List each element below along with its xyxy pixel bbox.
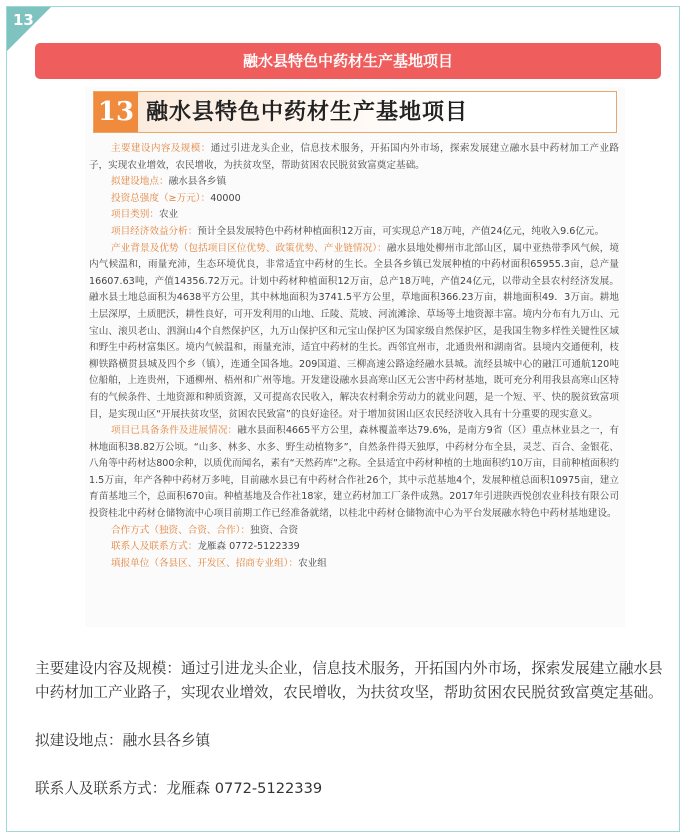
invest-label: 投资总强度（≥万元）： (111, 192, 211, 204)
background-label: 产业背景及优势（包括项目区位优势、政策优势、产业链情况）： (111, 242, 387, 254)
unit-item (89, 556, 619, 573)
scan-number: 13 (94, 92, 138, 132)
scan-header (93, 91, 617, 133)
background-text: 融水县地处柳州市北部山区，属中亚热带季风气候，境内气候温和，雨量充沛，生态环境优良，非常适宜中药材的生长。全县各乡镇已发展种植的中药材面积65955.3亩，总产量16607.63吨，产值14356.72万元。计划中药材种植面积12万亩，总产18万吨，产值24亿元，以带动全县农村经济发展。融水县土地总面积为4638平方公里，其中林地面积为3741.5平方公里，草地面积366.23万亩，耕地面积49．3万亩。耕地土层深厚，土质肥沃，耕性良好，可开发利用的山地、丘陵、荒坡、河流滩涂、草场等土地资源丰富。境内分布有九万山、元宝山、滚贝老山、泗涧山4个自然保护区，九万山保护区和元宝山保护区为国家级自然保护区，是我国生物多样性关键性区域和野生中药材富集区。境内气候温和，雨量充沛，适宜中药材的生长。西邻宜州市，北通贵州和湖南省。县境内交通便利，枝柳铁路横贯县城及四个乡（镇），连通全国各地。209国道、三柳高速公路途经融水县城。流经县城中心的融江可通航120吨位船舶，上连贵州，下通柳州、梧州和广州等地。开发建设融水县高寒山区无公害中药材基地，既可充分利用我县高寒山区特有的气候条件、土地资源和种质资源，又可提高农民收入，解决农村剩余劳动力的就业问题，是一个短、平、快的脱贫致富项目，是实现山区“开展扶贫攻坚，贫困农民致富”的良好途径。对于增加贫困山区农民经济收入具有十分重要的现实意义。 (89, 242, 620, 420)
contact-item (89, 539, 619, 556)
benefit-item (89, 224, 619, 241)
category-label: 项目类别： (111, 209, 159, 221)
benefit-text: 预计全县发展特色中药材种植面积12万亩，可实现总产18万吨，产值24亿元，纯收入9.6亿元。 (197, 225, 605, 237)
article-frame (6, 6, 680, 832)
body-paragraph-contact: 联系人及联系方式：龙雁森 0772-5122339 (35, 780, 323, 797)
invest-text: 40000 (210, 192, 241, 204)
benefit-label: 项目经济效益分析： (111, 225, 198, 237)
invest-item (89, 191, 619, 208)
content-item (89, 141, 619, 174)
content-label: 主要建设内容及规模： (111, 143, 211, 154)
location-item (89, 174, 619, 191)
content-text: 通过引进龙头企业，信息技术服务，开拓国内外市场，探索发展建立融水县中药材加工产业路子，实现农业增效，农民增收，为扶贫攻坚，帮助贫困农民脱贫致富奠定基础。 (89, 143, 620, 171)
category-item (89, 207, 619, 224)
location-text: 融水县各乡镇 (168, 176, 227, 188)
body-paragraph-location: 拟建设地点：融水县各乡镇 (35, 732, 211, 749)
conditions-text: 融水县面积4665平方公里，森林覆盖率达79.6%，是南方9省（区）重点林业县之一，有林地面积38.82万公顷。“山多、林多、水多、野生动植物多”，自然条件得天独厚，中药材分布全县，灵芝、百合、金银花、八角等中药材达800余种，以质优而闻名，素有“天然药库”之称。全县适宜中药材种植的土地面积约10万亩，目前种植面积约1.5万亩，年产各种中药材万多吨，目前融水县已有中药材合作社26个，其中示范基地4个，发展种植总面积10975亩，建立育苗基地三个，总面积670亩。种植基地及合作社18家，建立药材加工厂条件成熟。2017年引进陕西悦创农业科技有限公司投资桂北中药材仓储物流中心项目前期工作已经准备就绪，以桂北中药材仓储物流中心为平台发展融水特色中药材基地建设。 (89, 425, 620, 520)
document-scan (85, 87, 625, 627)
contact-label: 联系人及联系方式： (111, 541, 198, 553)
banner-title: 融水县特色中药材生产基地项目 (35, 43, 661, 79)
coop-label: 合作方式（独资、合资、合作）： (111, 524, 251, 536)
location-label: 拟建设地点： (111, 176, 169, 188)
conditions-item (89, 423, 619, 523)
unit-text: 农业组 (298, 557, 327, 569)
article-body (35, 657, 665, 801)
corner-number: 13 (13, 11, 34, 29)
coop-item (89, 523, 619, 540)
contact-text: 龙雁森 0772-5122339 (197, 541, 300, 553)
conditions-label: 项目已具备条件及进展情况： (111, 425, 238, 437)
body-paragraph-content: 主要建设内容及规模：通过引进龙头企业，信息技术服务，开拓国内外市场，探索发展建立融水县中药材加工产业路子，实现农业增效，农民增收，为扶贫攻坚，帮助贫困农民脱贫致富奠定基础。 (35, 660, 663, 701)
background-item (89, 241, 619, 424)
category-text: 农业 (158, 209, 179, 221)
coop-text: 独资、合资 (250, 524, 299, 536)
unit-label: 填报单位（各县区、开发区、招商专业组）： (111, 557, 299, 569)
scan-body (89, 141, 619, 572)
scan-title: 融水县特色中药材生产基地项目 (146, 99, 469, 125)
